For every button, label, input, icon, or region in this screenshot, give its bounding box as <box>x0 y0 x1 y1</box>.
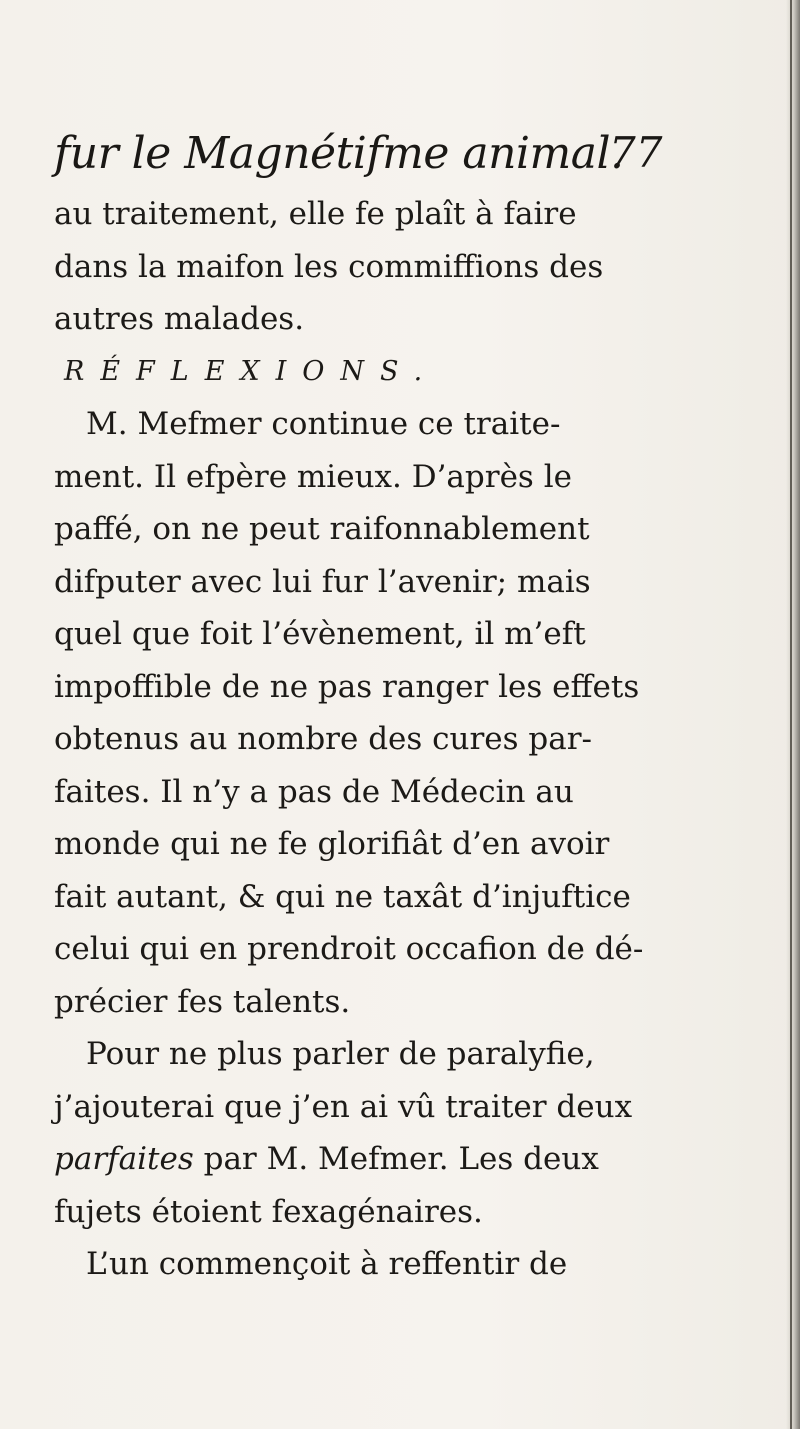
running-head: fur le Magnétifme animal. <box>54 128 624 179</box>
text-line: autres malades. <box>54 301 305 337</box>
text-line: au traitement, elle fe plaît à faire <box>54 196 577 232</box>
page-edge-shadow <box>786 0 800 1429</box>
text-line: quel que foit l’évènement, il m’eft <box>54 616 586 652</box>
text-line: j’ajouterai que j’en ai vû traiter deux <box>54 1088 633 1125</box>
text-line: paffé, on ne peut raifonnablement <box>54 511 590 547</box>
text-line: celui qui en prendroit occafion de dé- <box>54 931 644 967</box>
text-line: obtenus au nombre des cures par- <box>54 721 593 757</box>
text-line: monde qui ne fe glorifiât d’en avoir <box>54 826 610 862</box>
page-edge-line <box>790 0 792 1429</box>
text-line-rest: par M. Mefmer. Les deux <box>203 1141 599 1177</box>
text-line: précier fes talents. <box>54 983 351 1020</box>
text-line <box>54 1133 734 1186</box>
page-header <box>54 128 663 184</box>
text-line: impoffible de ne pas ranger les effets <box>54 668 640 705</box>
text-line: dans la maifon les commiffions des <box>54 248 604 285</box>
text-line: fait autant, & qui ne taxât d’injuftice <box>54 878 631 915</box>
italic-word: parfaites <box>54 1141 194 1177</box>
text-line: M. Mefmer continue ce traite- <box>86 406 561 442</box>
text-line: L’un commençoit à reffentir de <box>86 1246 568 1282</box>
body-text <box>54 188 734 1291</box>
text-line: Pour ne plus parler de paralyfie, <box>86 1036 595 1072</box>
section-heading: RÉFLEXIONS. <box>64 355 439 387</box>
text-line: faites. Il n’y a pas de Médecin au <box>54 773 574 810</box>
text-line: difputer avec lui fur l’avenir; mais <box>54 563 591 600</box>
text-line: ment. Il efpère mieux. D’après le <box>54 458 572 495</box>
text-line: fujets étoient fexagénaires. <box>54 1193 483 1230</box>
page-number: 77 <box>609 128 663 177</box>
